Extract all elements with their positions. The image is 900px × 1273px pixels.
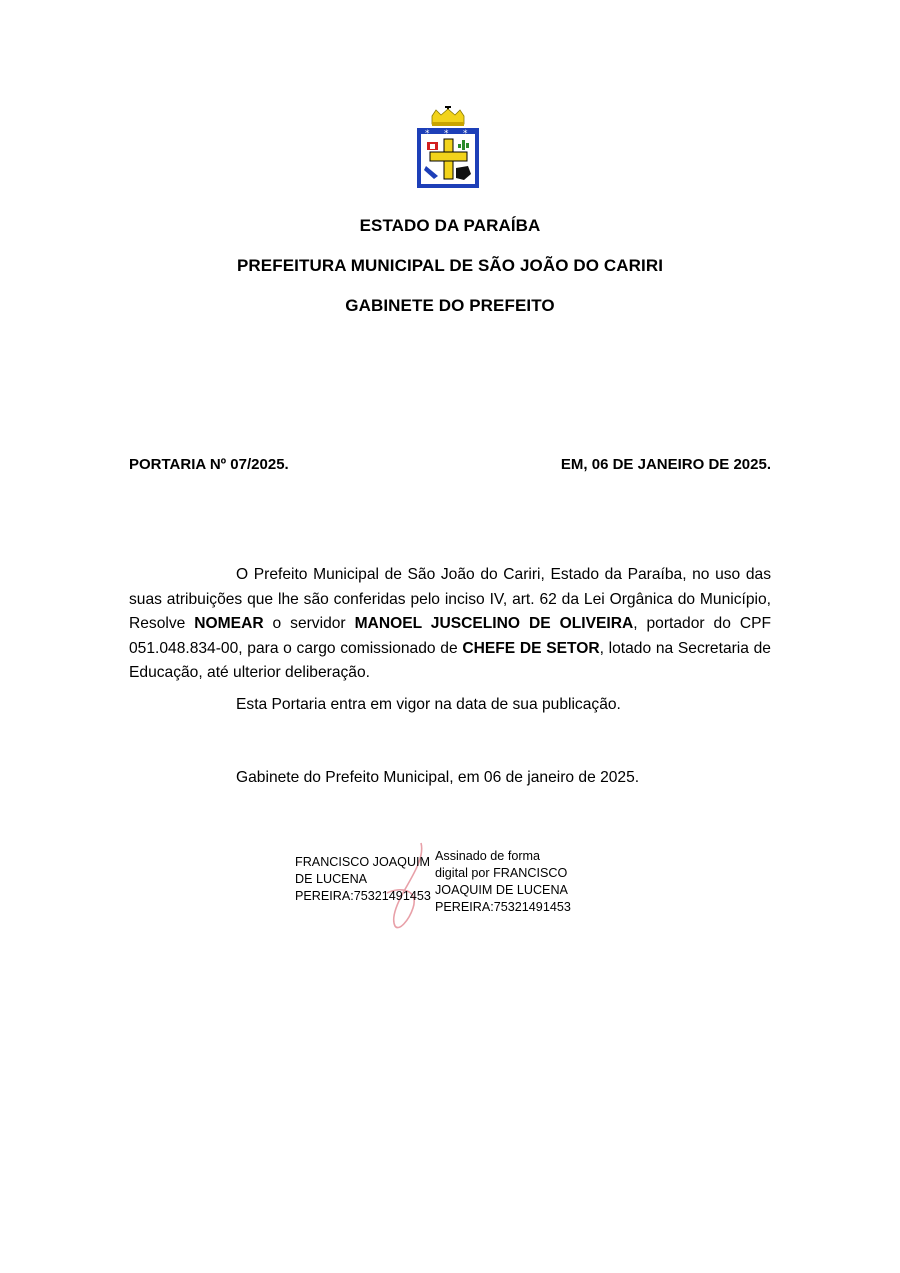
header-state: ESTADO DA PARAÍBA [359, 216, 541, 235]
signature-note [435, 848, 585, 916]
svg-text:*: * [463, 129, 468, 139]
portaria-date: EM, 06 DE JANEIRO DE 2025. [560, 456, 771, 473]
header-municipality: PREFEITURA MUNICIPAL DE SÃO JOÃO DO CARIRI [236, 256, 664, 275]
portaria-number: PORTARIA Nº 07/2025. [129, 456, 289, 473]
signer-line: FRANCISCO JOAQUIM [295, 855, 431, 869]
signer-name [295, 854, 435, 905]
position-title: CHEFE DE SETOR [462, 639, 600, 657]
body-paragraph-closing: Gabinete do Prefeito Municipal, em 06 de janeiro de 2025. [236, 769, 640, 786]
signature-note-line: digital por FRANCISCO [435, 866, 568, 880]
signature-note-line: PEREIRA:75321491453 [435, 900, 571, 914]
body-paragraph-main [129, 563, 771, 686]
signer-line: PEREIRA:75321491453 [295, 889, 431, 903]
svg-text:*: * [425, 129, 430, 139]
digital-signature-block [295, 848, 595, 930]
signature-note-line: JOAQUIM DE LUCENA [435, 883, 568, 897]
text-run: , portador do CPF 051.048.834-00, para o cargo comissionado de [129, 615, 772, 657]
body-paragraph-effect: Esta Portaria entra em vigor na data de sua publicação. [236, 696, 621, 713]
header-office: GABINETE DO PREFEITO [345, 296, 555, 315]
servant-name: MANOEL JUSCELINO DE OLIVEIRA [354, 615, 634, 632]
text-run: o servidor [263, 615, 355, 632]
text-run-bold: NOMEAR [194, 615, 264, 632]
signature-note-line: Assinado de forma [435, 849, 541, 863]
text-run: , lotado na Secretaria de Educação, até ulterior deliberação. [129, 639, 771, 681]
text-run: O Prefeito Municipal de São João do Cariri, Estado da Paraíba, no uso das suas atribuições que lhe são conferidas pelo inciso IV, art. 62 da Lei Orgânica do Município, Resolve [129, 566, 771, 632]
svg-text:*: * [444, 129, 449, 139]
reference-line [129, 456, 771, 473]
signer-line: DE LUCENA [295, 872, 368, 886]
municipal-crest-icon [414, 106, 482, 196]
